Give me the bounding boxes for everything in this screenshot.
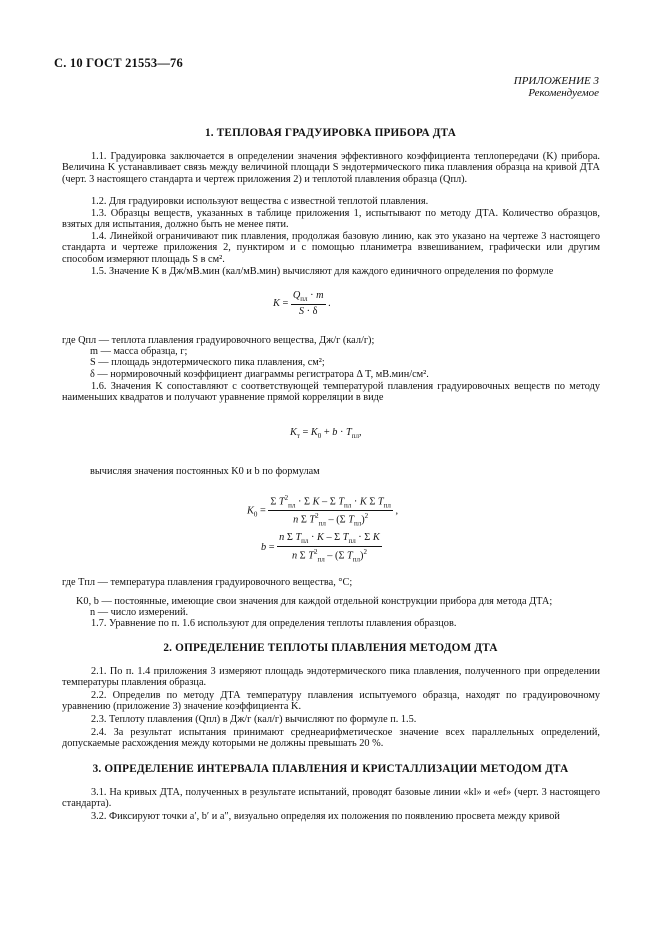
- para-3-1: 3.1. На кривых ДТА, полученных в результате испытаний, проводят базовые линии «kl» и «ef» (черт. 3 настоящего стандарта).: [62, 787, 600, 810]
- def-k0: K0, b — постоянные, имеющие свои значения для каждой отдельной конструкции прибора для метода ДТА;: [76, 596, 553, 607]
- calc-text: вычисляя значения постоянных K0 и b по формулам: [90, 466, 320, 477]
- para-2-2: 2.2. Определив по методу ДТА температуру плавления испытуемого образца, находят по градуировочному уравнению (приложение 3) значение коэффициента K.: [62, 690, 600, 713]
- para-1-2: 1.2. Для градуировки используют вещества с известной теплотой плавления.: [91, 196, 429, 207]
- formula-b: b = $\frac{n \Sigma T_{пл} \cdot K - \Sigma T_{пл} \cdot \Sigma K}{n \Sigma T^2_{пл} - (\Sigma T_{пл})^2}$: [261, 532, 380, 564]
- para-2-3: 2.3. Теплоту плавления (Qпл) в Дж/г (кал/г) вычисляют по формуле п. 1.5.: [91, 714, 417, 725]
- def-s: S — площадь эндотермического пика плавления, см²;: [90, 357, 325, 369]
- formula-k0: $K_0$ = $\frac{\Sigma T^2_{пл} \cdot \Sigma K - \Sigma T_{пл} \cdot K \Sigma T_{пл}}{n \Sigma T^2_{пл} - (\Sigma T_{пл})^2}$ ,: [247, 494, 399, 528]
- section-2-title: 2. ОПРЕДЕЛЕНИЕ ТЕПЛОТЫ ПЛАВЛЕНИЯ МЕТОДОМ ДТА: [163, 642, 498, 654]
- def-q: где Qпл — теплота плавления градуировочного вещества, Дж/г (кал/г);: [62, 335, 375, 346]
- definitions-3: [76, 596, 602, 618]
- section-3-title: 3. ОПРЕДЕЛЕНИЕ ИНТЕРВАЛА ПЛАВЛЕНИЯ И КРИСТАЛЛИЗАЦИИ МЕТОДОМ ДТА: [92, 763, 569, 775]
- appendix-status: Рекомендуемое: [528, 87, 599, 99]
- appendix-label: [514, 75, 599, 99]
- para-2-4: 2.4. За результат испытания принимают среднеарифметическое значение всех параллельных определений, допускаемые расхождения между которыми не должны превышать 20 %.: [62, 727, 600, 750]
- para-1-3: 1.3. Образцы веществ, указанных в таблице приложения 1, испытывают по методу ДТА. Количество образцов, взятых для испытания, должно быть не менее пяти.: [62, 208, 600, 231]
- para-1-6: 1.6. Значения K сопоставляют с соответствующей температурой плавления градуировочных веществ по методу наименьших квадратов и получают уравнение прямой корреляции в виде: [62, 381, 600, 404]
- section-1-title: 1. ТЕПЛОВАЯ ГРАДУИРОВКА ПРИБОРА ДТА: [204, 127, 457, 139]
- para-1-7: 1.7. Уравнение по п. 1.6 используют для определения теплоты плавления образцов.: [91, 618, 457, 629]
- para-3-2: 3.2. Фиксируют точки a′, b′ и a″, визуально определяя их положения по появлению просвета между кривой: [91, 811, 560, 822]
- formula-correlation: $K_т = K_0 + b \cdot T_{пл}$,: [290, 427, 362, 441]
- page-header: С. 10 ГОСТ 21553—76: [54, 56, 183, 70]
- para-2-1: 2.1. По п. 1.4 приложения 3 измеряют площадь эндотермического пика плавления, полученного при определении температуры плавления образца.: [62, 666, 600, 689]
- formula-k: K = $\frac{Q_{пл} \cdot m}{S \cdot \delta}$ .: [273, 290, 331, 318]
- definitions-1: [62, 335, 602, 380]
- def-delta: δ — нормировочный коэффициент диаграммы регистратора Δ T, мВ.мин/см².: [90, 368, 429, 380]
- def-m: m — масса образца, г;: [90, 346, 188, 358]
- appendix-title: ПРИЛОЖЕНИЕ 3: [513, 75, 599, 87]
- def-t: где Tпл — температура плавления градуировочного вещества, °С;: [62, 577, 353, 588]
- para-1-5: 1.5. Значение K в Дж/мВ.мин (кал/мВ.мин) вычисляют для каждого единичного определения по формуле: [91, 266, 554, 277]
- definitions-2: [62, 577, 602, 588]
- def-n: n — число измерений.: [90, 607, 189, 619]
- para-1-4: 1.4. Линейкой ограничивают пик плавления, продолжая базовую линию, как это указано на чертеже 3 настоящего стандарта и чертеже приложения 2, пунктиром и с помощью планиметра взвешиванием, графически или другим способом измеряют площадь S в см².: [62, 231, 600, 265]
- para-1-1: 1.1. Градуировка заключается в определении значения эффективного коэффициента теплопередачи (K) прибора. Величина K устанавливает связь между величиной площади S эндотермического пика плавления образца на кривой ДТА (черт. 3 настоящего стандарта и чертеж приложения 2) и теплотой плавления образца (Qпл).: [62, 151, 600, 185]
